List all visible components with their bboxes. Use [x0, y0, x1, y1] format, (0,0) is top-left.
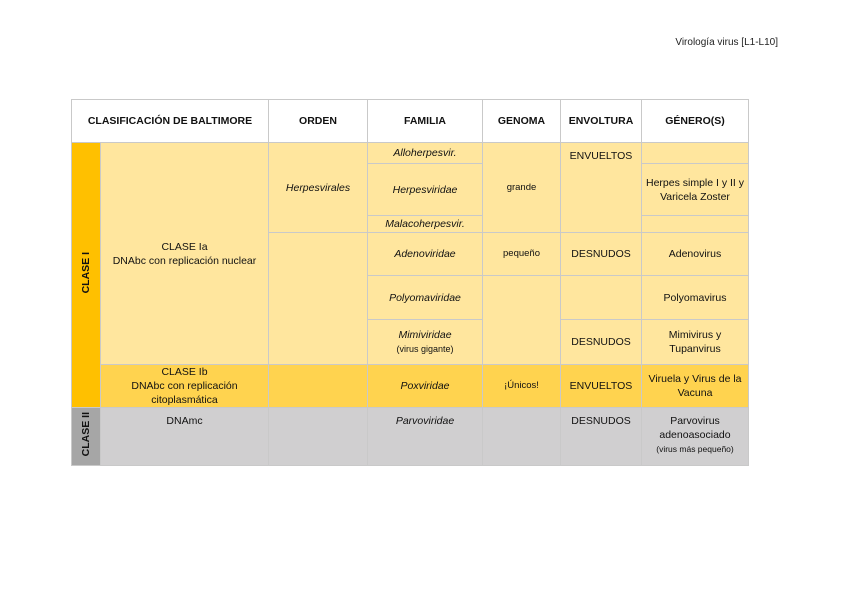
- familia-herpesviridae: Herpesviridae: [368, 164, 483, 216]
- table-row: [72, 143, 749, 164]
- genoma-unicos: ¡Únicos!: [483, 365, 561, 408]
- genoma-empty-ii: [483, 408, 561, 466]
- envoltura-desnudos-parvo: DESNUDOS: [561, 408, 642, 466]
- clase-ia-desc: DNAbc con replicación nuclear: [112, 254, 257, 267]
- genero-adenovirus: Adenovirus: [642, 233, 749, 276]
- col-header-baltimore: CLASIFICACIÓN DE BALTIMORE: [72, 100, 269, 143]
- baltimore-classification-table: [71, 99, 749, 466]
- col-header-generos: GÉNERO(S): [642, 100, 749, 143]
- col-header-envoltura: ENVOLTURA: [561, 100, 642, 143]
- envoltura-envueltos-pox: ENVUELTOS: [561, 365, 642, 408]
- orden-empty-ii: [269, 408, 368, 466]
- genero-parvovirus: Parvovirus adenoasociado: [659, 415, 731, 441]
- familia-mimiviridae: Mimiviridae: [398, 329, 452, 341]
- genero-viruela: Viruela y Virus de la Vacuna: [642, 365, 749, 408]
- clase-ii-label-cell: [72, 408, 101, 466]
- genoma-empty-poly-mimi: [483, 276, 561, 365]
- col-header-genoma: GENOMA: [483, 100, 561, 143]
- table-header-row: [72, 100, 749, 143]
- genero-mimivirus: Mimivirus y Tupanvirus: [642, 320, 749, 365]
- genero-empty-bottom: [642, 216, 749, 233]
- genero-parvovirus-cell: [642, 408, 749, 466]
- genero-herpes-varicela: Herpes simple I y II y Varicela Zoster: [642, 164, 749, 216]
- familia-malacoherpesvir: Malacoherpesvir.: [368, 216, 483, 233]
- familia-parvoviridae: Parvoviridae: [368, 408, 483, 466]
- clase-ia-cell: [101, 143, 269, 365]
- table-row: [72, 408, 749, 466]
- col-header-orden: ORDEN: [269, 100, 368, 143]
- genoma-pequeno: pequeño: [483, 233, 561, 276]
- genoma-grande: grande: [483, 143, 561, 233]
- envoltura-empty-poly: [561, 276, 642, 320]
- envoltura-envueltos-herpes: ENVUELTOS: [561, 143, 642, 233]
- table-row: [72, 365, 749, 408]
- orden-empty-ia: [269, 233, 368, 365]
- familia-alloherpesvir: Alloherpesvir.: [368, 143, 483, 164]
- clase-ib-desc: DNAbc con replicación citoplasmática: [131, 380, 238, 406]
- clase-ia-title: CLASE Ia: [161, 240, 208, 253]
- clase-i-label-cell: [72, 143, 101, 408]
- familia-mimiviridae-cell: [368, 320, 483, 365]
- envoltura-desnudos-mimi: DESNUDOS: [561, 320, 642, 365]
- familia-mimiviridae-note: (virus gigante): [396, 344, 454, 354]
- familia-polyomaviridae: Polyomaviridae: [368, 276, 483, 320]
- genero-parvovirus-note: (virus más pequeño): [656, 444, 734, 454]
- familia-poxviridae: Poxviridae: [368, 365, 483, 408]
- clase-ib-cell: [101, 365, 269, 408]
- orden-herpesvirales: Herpesvirales: [269, 143, 368, 233]
- col-header-familia: FAMILIA: [368, 100, 483, 143]
- clase-i-label: CLASE I: [80, 252, 92, 294]
- envoltura-desnudos-adeno: DESNUDOS: [561, 233, 642, 276]
- clase-ii-label: CLASE II: [80, 412, 92, 457]
- orden-empty-ib: [269, 365, 368, 408]
- genero-empty-top: [642, 143, 749, 164]
- clase-ii-desc: DNAmc: [101, 408, 269, 466]
- document-header-title: Virología virus [L1-L10]: [675, 37, 778, 48]
- genero-polyomavirus: Polyomavirus: [642, 276, 749, 320]
- familia-adenoviridae: Adenoviridae: [368, 233, 483, 276]
- clase-ib-title: CLASE Ib: [161, 366, 208, 378]
